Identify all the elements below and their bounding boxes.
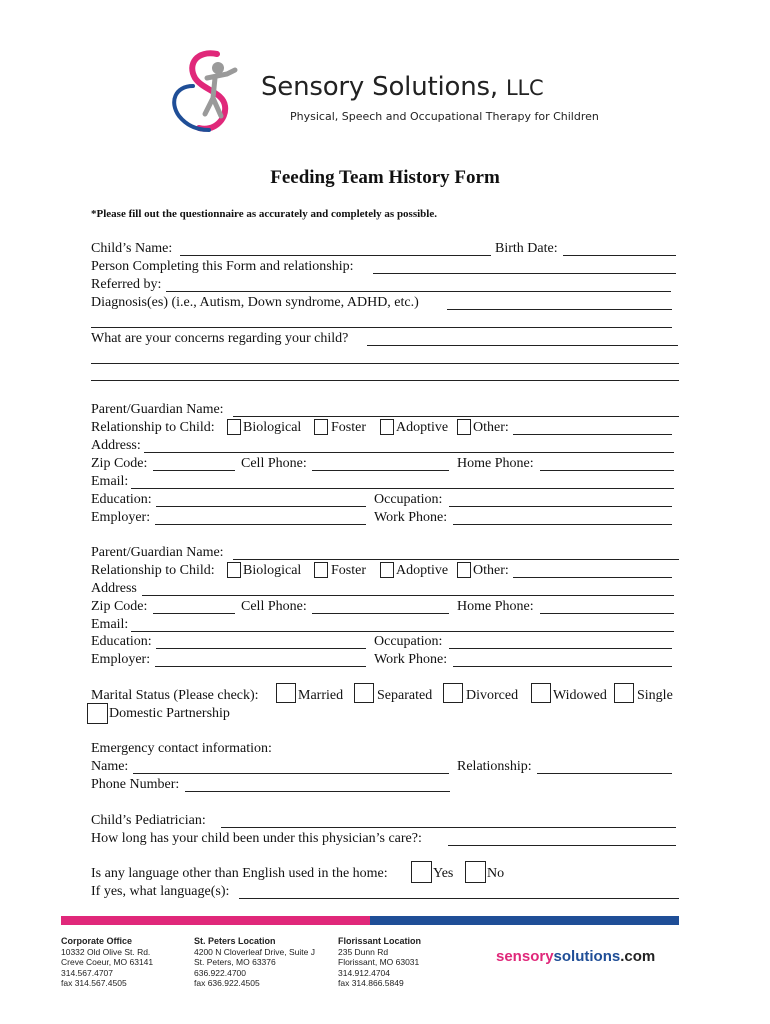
- parent1-occupation-label: Occupation:: [374, 492, 443, 507]
- parent1-relationship-row: [91, 420, 681, 436]
- parent2-employer-row: [91, 652, 681, 668]
- parent1-name-label: Parent/Guardian Name:: [91, 402, 224, 417]
- emergency-name-label: Name:: [91, 759, 129, 774]
- language-which-label: If yes, what language(s):: [91, 884, 230, 899]
- footer-corporate-line2: Creve Coeur, MO 63141: [61, 957, 154, 967]
- married-label: Married: [298, 688, 344, 703]
- emergency-heading-label: Emergency contact information:: [91, 741, 272, 756]
- parent2-name-field[interactable]: [233, 559, 679, 560]
- parent1-name-field[interactable]: [233, 416, 679, 417]
- footer-bar-pink: [61, 916, 370, 925]
- footer-st-peters: [194, 936, 315, 989]
- parent2-occupation-label: Occupation:: [374, 634, 443, 649]
- parent1-employer-field[interactable]: [155, 524, 366, 525]
- parent1-address-label: Address:: [91, 438, 141, 453]
- parent1-name-row: [91, 402, 681, 418]
- parent2-email-field[interactable]: [131, 631, 674, 632]
- parent2-name-row: [91, 545, 681, 561]
- parent1-work-phone-field[interactable]: [453, 524, 672, 525]
- parent1-cell-field[interactable]: [312, 470, 449, 471]
- parent2-other-label: Other:: [473, 563, 509, 578]
- pediatrician-duration-label: How long has your child been under this physician’s care?:: [91, 831, 422, 846]
- company-tagline: Physical, Speech and Occupational Therapy for Children: [290, 110, 599, 123]
- parent1-biological-checkbox[interactable]: [227, 419, 241, 435]
- pediatrician-field[interactable]: [221, 827, 676, 828]
- emergency-phone-field[interactable]: [185, 791, 450, 792]
- referred-by-row: [91, 277, 681, 293]
- parent2-address-label: Address: [91, 581, 137, 596]
- footer-corporate-line1: 10332 Old Olive St. Rd.: [61, 946, 151, 957]
- footer-corporate-title: Corporate Office: [61, 936, 133, 946]
- parent1-other-checkbox[interactable]: [457, 419, 471, 435]
- parent1-home-field[interactable]: [540, 470, 674, 471]
- parent1-cell-label: Cell Phone:: [241, 456, 307, 471]
- footer-bar-blue: [370, 916, 679, 925]
- parent2-relationship-label: Relationship to Child:: [91, 563, 215, 578]
- referred-by-field[interactable]: [166, 291, 671, 292]
- parent1-foster-checkbox[interactable]: [314, 419, 328, 435]
- footer-website[interactable]: [496, 948, 655, 965]
- form-instructions: *Please fill out the questionnaire as accurately and completely as possible.: [91, 208, 437, 220]
- emergency-relationship-label: Relationship:: [457, 759, 532, 774]
- parent2-education-label: Education:: [91, 634, 152, 649]
- footer-corporate-fax: fax 314.567.4505: [61, 978, 127, 988]
- parent1-education-label: Education:: [91, 492, 152, 507]
- parent1-work-phone-label: Work Phone:: [374, 510, 448, 525]
- person-completing-row: [91, 259, 681, 275]
- website-part-com: .com: [620, 948, 656, 965]
- footer-st-peters-fax: fax 636.922.4505: [194, 978, 260, 988]
- parent2-work-phone-field[interactable]: [453, 666, 672, 667]
- footer-st-peters-line2: St. Peters, MO 63376: [194, 957, 276, 967]
- form-title: Feeding Team History Form: [270, 167, 500, 188]
- footer-florissant-fax: fax 314.866.5849: [338, 978, 404, 988]
- birth-date-label: Birth Date:: [495, 241, 558, 256]
- language-which-row: [91, 884, 681, 900]
- parent1-occupation-field[interactable]: [449, 506, 672, 507]
- concerns-field[interactable]: [367, 345, 678, 346]
- parent2-email-row: [91, 617, 681, 633]
- parent2-home-field[interactable]: [540, 613, 674, 614]
- footer-florissant-line2: Florissant, MO 63031: [338, 957, 420, 967]
- parent2-employer-label: Employer:: [91, 652, 151, 667]
- parent1-other-label: Other:: [473, 420, 509, 435]
- referred-by-label: Referred by:: [91, 277, 162, 292]
- parent2-relationship-row: [91, 563, 681, 579]
- parent1-education-field[interactable]: [156, 506, 366, 507]
- pediatrician-duration-field[interactable]: [448, 845, 676, 846]
- separated-label: Separated: [377, 688, 433, 703]
- parent2-biological-label: Biological: [243, 563, 302, 578]
- parent2-phone-row: [91, 599, 681, 615]
- emergency-phone-row: [91, 777, 681, 793]
- footer-st-peters-line1: 4200 N Cloverleaf Drive, Suite J: [194, 946, 315, 957]
- concerns-field-2[interactable]: [91, 363, 679, 364]
- parent2-name-label: Parent/Guardian Name:: [91, 545, 224, 560]
- child-name-field[interactable]: [180, 255, 491, 256]
- concerns-field-3[interactable]: [91, 380, 679, 381]
- child-name-row: [91, 241, 681, 257]
- parent2-work-phone-label: Work Phone:: [374, 652, 448, 667]
- language-yes-label: Yes: [433, 866, 454, 881]
- diagnoses-label: Diagnosis(es) (i.e., Autism, Down syndrome, ADHD, etc.): [91, 295, 419, 310]
- parent1-email-row: [91, 474, 681, 490]
- footer-st-peters-phone: 636.922.4700: [194, 967, 246, 978]
- footer-corporate-phone: 314.567.4707: [61, 967, 113, 978]
- domestic-partnership-row: [87, 706, 387, 722]
- diagnoses-field[interactable]: [447, 309, 672, 310]
- parent2-education-field[interactable]: [156, 648, 366, 649]
- domestic-partnership-checkbox[interactable]: [87, 703, 108, 724]
- parent2-adoptive-label: Adoptive: [396, 563, 449, 578]
- parent2-email-label: Email:: [91, 617, 129, 632]
- company-name: Sensory Solutions,: [261, 72, 498, 102]
- person-completing-field[interactable]: [373, 273, 676, 274]
- emergency-phone-label: Phone Number:: [91, 777, 180, 792]
- parent1-foster-label: Foster: [331, 420, 366, 435]
- diagnoses-row: [91, 295, 681, 311]
- parent2-zip-label: Zip Code:: [91, 599, 148, 614]
- parent2-biological-checkbox[interactable]: [227, 562, 241, 578]
- language-no-label: No: [487, 866, 505, 881]
- widowed-label: Widowed: [553, 688, 607, 703]
- married-checkbox[interactable]: [276, 683, 296, 703]
- footer-florissant: [338, 936, 421, 989]
- parent1-email-label: Email:: [91, 474, 129, 489]
- parent2-foster-label: Foster: [331, 563, 366, 578]
- parent2-adoptive-checkbox[interactable]: [380, 562, 394, 578]
- parent2-education-row: [91, 634, 681, 650]
- parent1-education-row: [91, 492, 681, 508]
- language-question-label: Is any language other than English used in the home:: [91, 866, 388, 881]
- parent2-cell-field[interactable]: [312, 613, 449, 614]
- marital-status-label: Marital Status (Please check):: [91, 688, 259, 703]
- parent2-occupation-field[interactable]: [449, 648, 672, 649]
- parent1-zip-label: Zip Code:: [91, 456, 148, 471]
- emergency-heading: [91, 741, 681, 757]
- parent1-other-field[interactable]: [513, 434, 672, 435]
- parent1-home-label: Home Phone:: [457, 456, 534, 471]
- language-which-field[interactable]: [239, 898, 679, 899]
- parent1-relationship-label: Relationship to Child:: [91, 420, 215, 435]
- parent2-other-checkbox[interactable]: [457, 562, 471, 578]
- pediatrician-label: Child’s Pediatrician:: [91, 813, 206, 828]
- emergency-relationship-field[interactable]: [537, 773, 672, 774]
- parent2-foster-checkbox[interactable]: [314, 562, 328, 578]
- birth-date-field[interactable]: [563, 255, 676, 256]
- diagnoses-row-2: [91, 313, 681, 329]
- footer-florissant-line1: 235 Dunn Rd: [338, 946, 389, 957]
- single-label: Single: [637, 688, 673, 703]
- separated-checkbox[interactable]: [354, 683, 374, 703]
- footer-florissant-title: Florissant Location: [338, 936, 422, 946]
- parent2-other-field[interactable]: [513, 577, 672, 578]
- concerns-label: What are your concerns regarding your child?: [91, 331, 349, 346]
- parent2-address-field[interactable]: [142, 595, 674, 596]
- domestic-partnership-label: Domestic Partnership: [109, 706, 230, 721]
- parent2-cell-label: Cell Phone:: [241, 599, 307, 614]
- marital-status-row: [91, 688, 691, 704]
- person-completing-label: Person Completing this Form and relationship:: [91, 259, 354, 274]
- language-row: [91, 866, 681, 882]
- logo-figure-icon: [165, 46, 260, 146]
- diagnoses-field-2[interactable]: [91, 327, 672, 328]
- parent1-biological-label: Biological: [243, 420, 302, 435]
- widowed-checkbox[interactable]: [531, 683, 551, 703]
- parent1-phone-row: [91, 456, 681, 472]
- pediatrician-row: [91, 813, 681, 829]
- pediatrician-duration-row: [91, 831, 681, 847]
- parent1-zip-field[interactable]: [153, 470, 235, 471]
- parent1-address-field[interactable]: [144, 452, 674, 453]
- concerns-row-3: [91, 366, 681, 382]
- single-checkbox[interactable]: [614, 683, 634, 703]
- language-yes-checkbox[interactable]: [411, 861, 432, 883]
- parent2-zip-field[interactable]: [153, 613, 235, 614]
- language-no-checkbox[interactable]: [465, 861, 486, 883]
- parent1-adoptive-label: Adoptive: [396, 420, 449, 435]
- website-part-solutions: solutions: [553, 948, 621, 965]
- footer-florissant-phone: 314.912.4704: [338, 967, 390, 978]
- divorced-label: Divorced: [466, 688, 519, 703]
- emergency-name-field[interactable]: [133, 773, 449, 774]
- footer-st-peters-title: St. Peters Location: [194, 936, 276, 946]
- parent1-address-row: [91, 438, 681, 454]
- website-part-sensory: sensory: [496, 948, 554, 965]
- parent2-employer-field[interactable]: [155, 666, 366, 667]
- parent1-email-field[interactable]: [131, 488, 674, 489]
- footer-corporate: [61, 936, 153, 989]
- parent1-adoptive-checkbox[interactable]: [380, 419, 394, 435]
- parent2-address-row: [91, 581, 681, 597]
- parent1-employer-row: [91, 510, 681, 526]
- company-logo: [165, 46, 615, 146]
- concerns-row-2: [91, 349, 681, 365]
- parent1-employer-label: Employer:: [91, 510, 151, 525]
- company-suffix: LLC: [505, 76, 544, 100]
- divorced-checkbox[interactable]: [443, 683, 463, 703]
- concerns-row: [91, 331, 681, 347]
- emergency-name-row: [91, 759, 681, 775]
- child-name-label: Child’s Name:: [91, 241, 173, 256]
- parent2-home-label: Home Phone:: [457, 599, 534, 614]
